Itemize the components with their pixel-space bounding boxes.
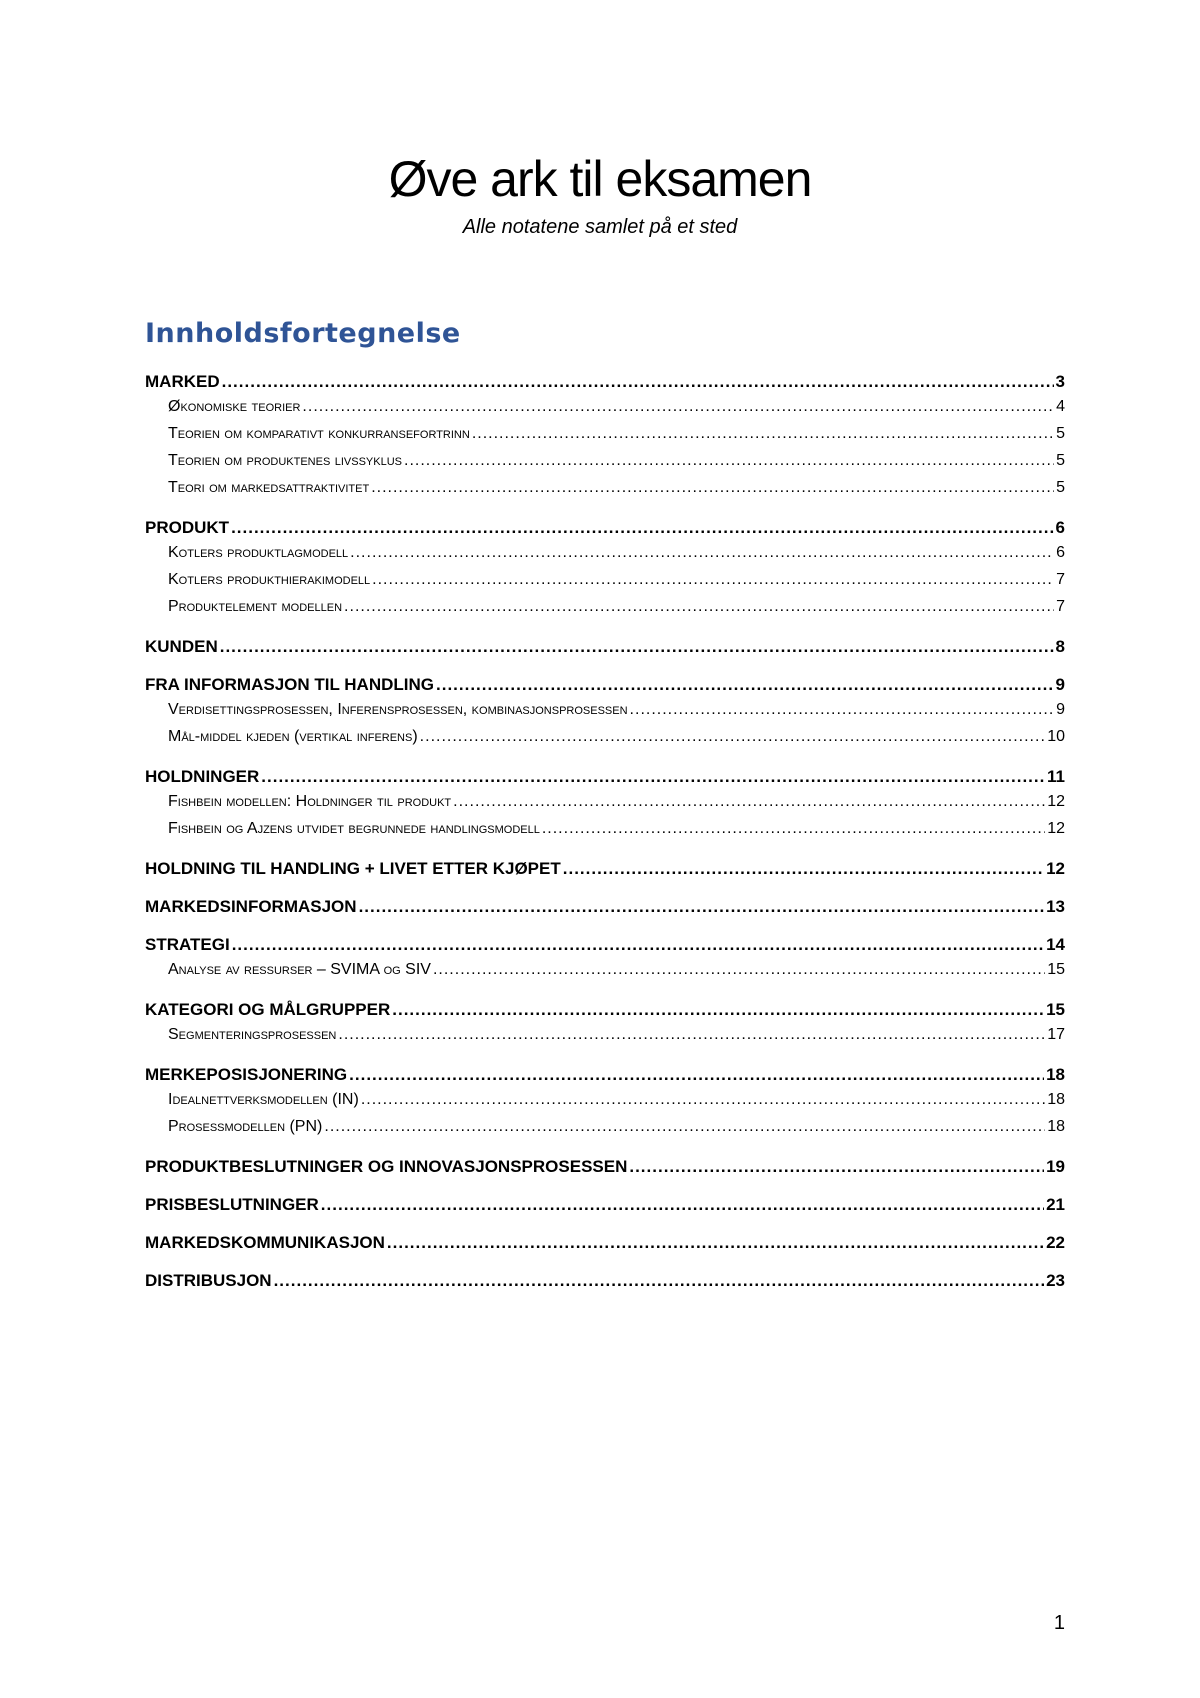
toc-entry-title[interactable]: Teorien om produktenes livssyklus bbox=[168, 452, 402, 469]
toc-entry-section[interactable] bbox=[145, 1195, 1065, 1221]
toc-entry-section[interactable] bbox=[145, 1233, 1065, 1259]
toc-entry-page[interactable]: 12 bbox=[1046, 859, 1065, 878]
toc-entry-subsection[interactable] bbox=[145, 701, 1065, 728]
toc-dot-leader bbox=[302, 398, 1054, 416]
toc-entry-subsection[interactable] bbox=[145, 425, 1065, 452]
toc-entry-title[interactable]: Idealnettverksmodellen (IN) bbox=[168, 1091, 359, 1108]
toc-entry-subsection[interactable] bbox=[145, 398, 1065, 425]
toc-entry-subsection[interactable] bbox=[145, 544, 1065, 571]
toc-entry-page[interactable]: 14 bbox=[1046, 935, 1065, 954]
document-subtitle: Alle notatene samlet på et sted bbox=[462, 216, 738, 238]
toc-entry-subsection[interactable] bbox=[145, 793, 1065, 820]
toc-entry-section[interactable] bbox=[145, 1157, 1065, 1183]
toc-dot-leader bbox=[387, 1233, 1044, 1253]
toc-dot-leader bbox=[420, 728, 1046, 746]
toc-entry-section[interactable] bbox=[145, 675, 1065, 701]
toc-dot-leader bbox=[274, 1271, 1045, 1291]
toc-entry-title[interactable]: PRODUKTBESLUTNINGER OG INNOVASJONSPROSESSEN bbox=[145, 1157, 628, 1176]
toc-entry-page[interactable]: 21 bbox=[1046, 1195, 1065, 1214]
toc-entry-title[interactable]: PRODUKT bbox=[145, 518, 230, 537]
document-title: Øve ark til eksamen bbox=[388, 151, 812, 207]
toc-entry-page[interactable]: 18 bbox=[1046, 1065, 1065, 1084]
toc-entry-title[interactable]: Teori om markedsattraktivitet bbox=[168, 479, 370, 496]
toc-dot-leader bbox=[231, 518, 1053, 538]
toc-entry-page[interactable]: 11 bbox=[1047, 767, 1065, 786]
toc-entry-page[interactable]: 15 bbox=[1046, 1000, 1065, 1019]
toc-entry-title[interactable]: HOLDNING TIL HANDLING + LIVET ETTER KJØPET bbox=[145, 859, 561, 878]
toc-dot-leader bbox=[261, 767, 1045, 787]
toc-dot-leader bbox=[371, 479, 1054, 497]
toc-entry-section[interactable] bbox=[145, 518, 1065, 544]
toc-entry-page[interactable]: 18 bbox=[1047, 1118, 1065, 1135]
toc-entry-section[interactable] bbox=[145, 372, 1065, 398]
toc-dot-leader bbox=[453, 793, 1045, 811]
toc-entry-subsection[interactable] bbox=[145, 598, 1065, 625]
toc-heading: Innholdsfortegnelse bbox=[145, 318, 461, 349]
toc-entry-title[interactable]: Segmenteringsprosessen bbox=[168, 1026, 337, 1043]
toc-dot-leader bbox=[392, 1000, 1044, 1020]
toc-entry-title[interactable]: Kotlers produkthierakimodell bbox=[168, 571, 371, 588]
toc-entry-page[interactable]: 3 bbox=[1055, 372, 1065, 391]
toc-dot-leader bbox=[220, 637, 1054, 657]
toc-dot-leader bbox=[472, 425, 1054, 443]
toc-entry-page[interactable]: 23 bbox=[1046, 1271, 1065, 1290]
toc-entry-subsection[interactable] bbox=[145, 571, 1065, 598]
toc-entry-title[interactable]: MARKEDSKOMMUNIKASJON bbox=[145, 1233, 385, 1252]
toc-dot-leader bbox=[324, 1118, 1045, 1136]
toc-entry-subsection[interactable] bbox=[145, 820, 1065, 847]
toc-entry-title[interactable]: HOLDNINGER bbox=[145, 767, 260, 786]
toc-entry-title[interactable]: Analyse av ressurser – SVIMA og SIV bbox=[168, 961, 431, 978]
toc-dot-leader bbox=[361, 1091, 1045, 1109]
toc-dot-leader bbox=[433, 961, 1045, 979]
toc-entry-page[interactable]: 10 bbox=[1047, 728, 1065, 745]
toc-entry-title[interactable]: KATEGORI OG MÅLGRUPPER bbox=[145, 1000, 391, 1019]
table-of-contents bbox=[145, 372, 1065, 1297]
toc-entry-subsection[interactable] bbox=[145, 1118, 1065, 1145]
toc-entry-title[interactable]: Fishbein og Ajzens utvidet begrunnede handlingsmodell bbox=[168, 820, 540, 837]
toc-entry-section[interactable] bbox=[145, 897, 1065, 923]
toc-entry-page[interactable]: 12 bbox=[1047, 820, 1065, 837]
toc-entry-title[interactable]: PRISBESLUTNINGER bbox=[145, 1195, 319, 1214]
toc-dot-leader bbox=[404, 452, 1054, 470]
toc-dot-leader bbox=[359, 897, 1045, 917]
toc-entry-section[interactable] bbox=[145, 1271, 1065, 1297]
toc-dot-leader bbox=[436, 675, 1054, 695]
toc-entry-section[interactable] bbox=[145, 1000, 1065, 1026]
toc-entry-section[interactable] bbox=[145, 935, 1065, 961]
toc-entry-title[interactable]: FRA INFORMASJON TIL HANDLING bbox=[145, 675, 434, 694]
toc-entry-title[interactable]: MARKEDSINFORMASJON bbox=[145, 897, 357, 916]
toc-dot-leader bbox=[338, 1026, 1045, 1044]
toc-entry-page[interactable]: 19 bbox=[1046, 1157, 1065, 1176]
toc-entry-page[interactable]: 7 bbox=[1056, 571, 1065, 588]
toc-entry-subsection[interactable] bbox=[145, 728, 1065, 755]
toc-entry-page[interactable]: 4 bbox=[1056, 398, 1065, 415]
toc-entry-title[interactable]: MERKEPOSISJONERING bbox=[145, 1065, 348, 1084]
toc-entry-title[interactable]: Prosessmodellen (PN) bbox=[168, 1118, 323, 1135]
toc-entry-page[interactable]: 6 bbox=[1055, 518, 1065, 537]
page-number: 1 bbox=[1053, 1612, 1065, 1634]
toc-entry-page[interactable]: 15 bbox=[1047, 961, 1065, 978]
toc-entry-title[interactable]: Fishbein modellen: Holdninger til produkt bbox=[168, 793, 452, 810]
toc-dot-leader bbox=[349, 1065, 1044, 1085]
toc-dot-leader bbox=[350, 544, 1054, 562]
toc-entry-page[interactable]: 7 bbox=[1056, 598, 1065, 615]
toc-dot-leader bbox=[630, 701, 1055, 719]
toc-entry-section[interactable] bbox=[145, 859, 1065, 885]
toc-entry-page[interactable]: 12 bbox=[1047, 793, 1065, 810]
toc-dot-leader bbox=[563, 859, 1044, 879]
toc-entry-page[interactable]: 9 bbox=[1056, 701, 1065, 718]
toc-entry-subsection[interactable] bbox=[145, 1091, 1065, 1118]
toc-entry-title[interactable]: Økonomiske teorier bbox=[168, 398, 301, 415]
toc-dot-leader bbox=[232, 935, 1044, 955]
toc-dot-leader bbox=[629, 1157, 1044, 1177]
toc-entry-title[interactable]: Kotlers produktlagmodell bbox=[168, 544, 349, 561]
toc-entry-title[interactable]: KUNDEN bbox=[145, 637, 218, 656]
toc-entry-page[interactable]: 22 bbox=[1046, 1233, 1065, 1252]
toc-entry-page[interactable]: 6 bbox=[1056, 544, 1065, 561]
toc-dot-leader bbox=[542, 820, 1045, 838]
toc-dot-leader bbox=[372, 571, 1054, 589]
toc-entry-title[interactable]: STRATEGI bbox=[145, 935, 230, 954]
toc-entry-section[interactable] bbox=[145, 767, 1065, 793]
toc-entry-page[interactable]: 13 bbox=[1046, 897, 1065, 916]
toc-entry-subsection[interactable] bbox=[145, 452, 1065, 479]
toc-entry-page[interactable]: 18 bbox=[1047, 1091, 1065, 1108]
toc-entry-page[interactable]: 5 bbox=[1056, 425, 1065, 442]
toc-dot-leader bbox=[344, 598, 1054, 616]
toc-entry-page[interactable]: 9 bbox=[1055, 675, 1065, 694]
toc-dot-leader bbox=[321, 1195, 1044, 1215]
toc-entry-title[interactable]: Teorien om komparativt konkurransefortrinn bbox=[168, 425, 470, 442]
toc-dot-leader bbox=[222, 372, 1054, 392]
toc-entry-page[interactable]: 17 bbox=[1047, 1026, 1065, 1043]
toc-entry-title[interactable]: Produktelement modellen bbox=[168, 598, 343, 615]
toc-entry-title[interactable]: Verdisettingsprosessen, Inferensprosessen, kombinasjonsprosessen bbox=[168, 701, 628, 718]
toc-entry-title[interactable]: DISTRIBUSJON bbox=[145, 1271, 272, 1290]
toc-entry-page[interactable]: 8 bbox=[1055, 637, 1065, 656]
toc-entry-section[interactable] bbox=[145, 1065, 1065, 1091]
toc-entry-section[interactable] bbox=[145, 637, 1065, 663]
toc-entry-page[interactable]: 5 bbox=[1056, 452, 1065, 469]
toc-entry-subsection[interactable] bbox=[145, 479, 1065, 506]
toc-entry-subsection[interactable] bbox=[145, 961, 1065, 988]
toc-entry-title[interactable]: MARKED bbox=[145, 372, 220, 391]
toc-entry-title[interactable]: Mål-middel kjeden (vertikal inferens) bbox=[168, 728, 418, 745]
toc-entry-page[interactable]: 5 bbox=[1056, 479, 1065, 496]
toc-entry-subsection[interactable] bbox=[145, 1026, 1065, 1053]
